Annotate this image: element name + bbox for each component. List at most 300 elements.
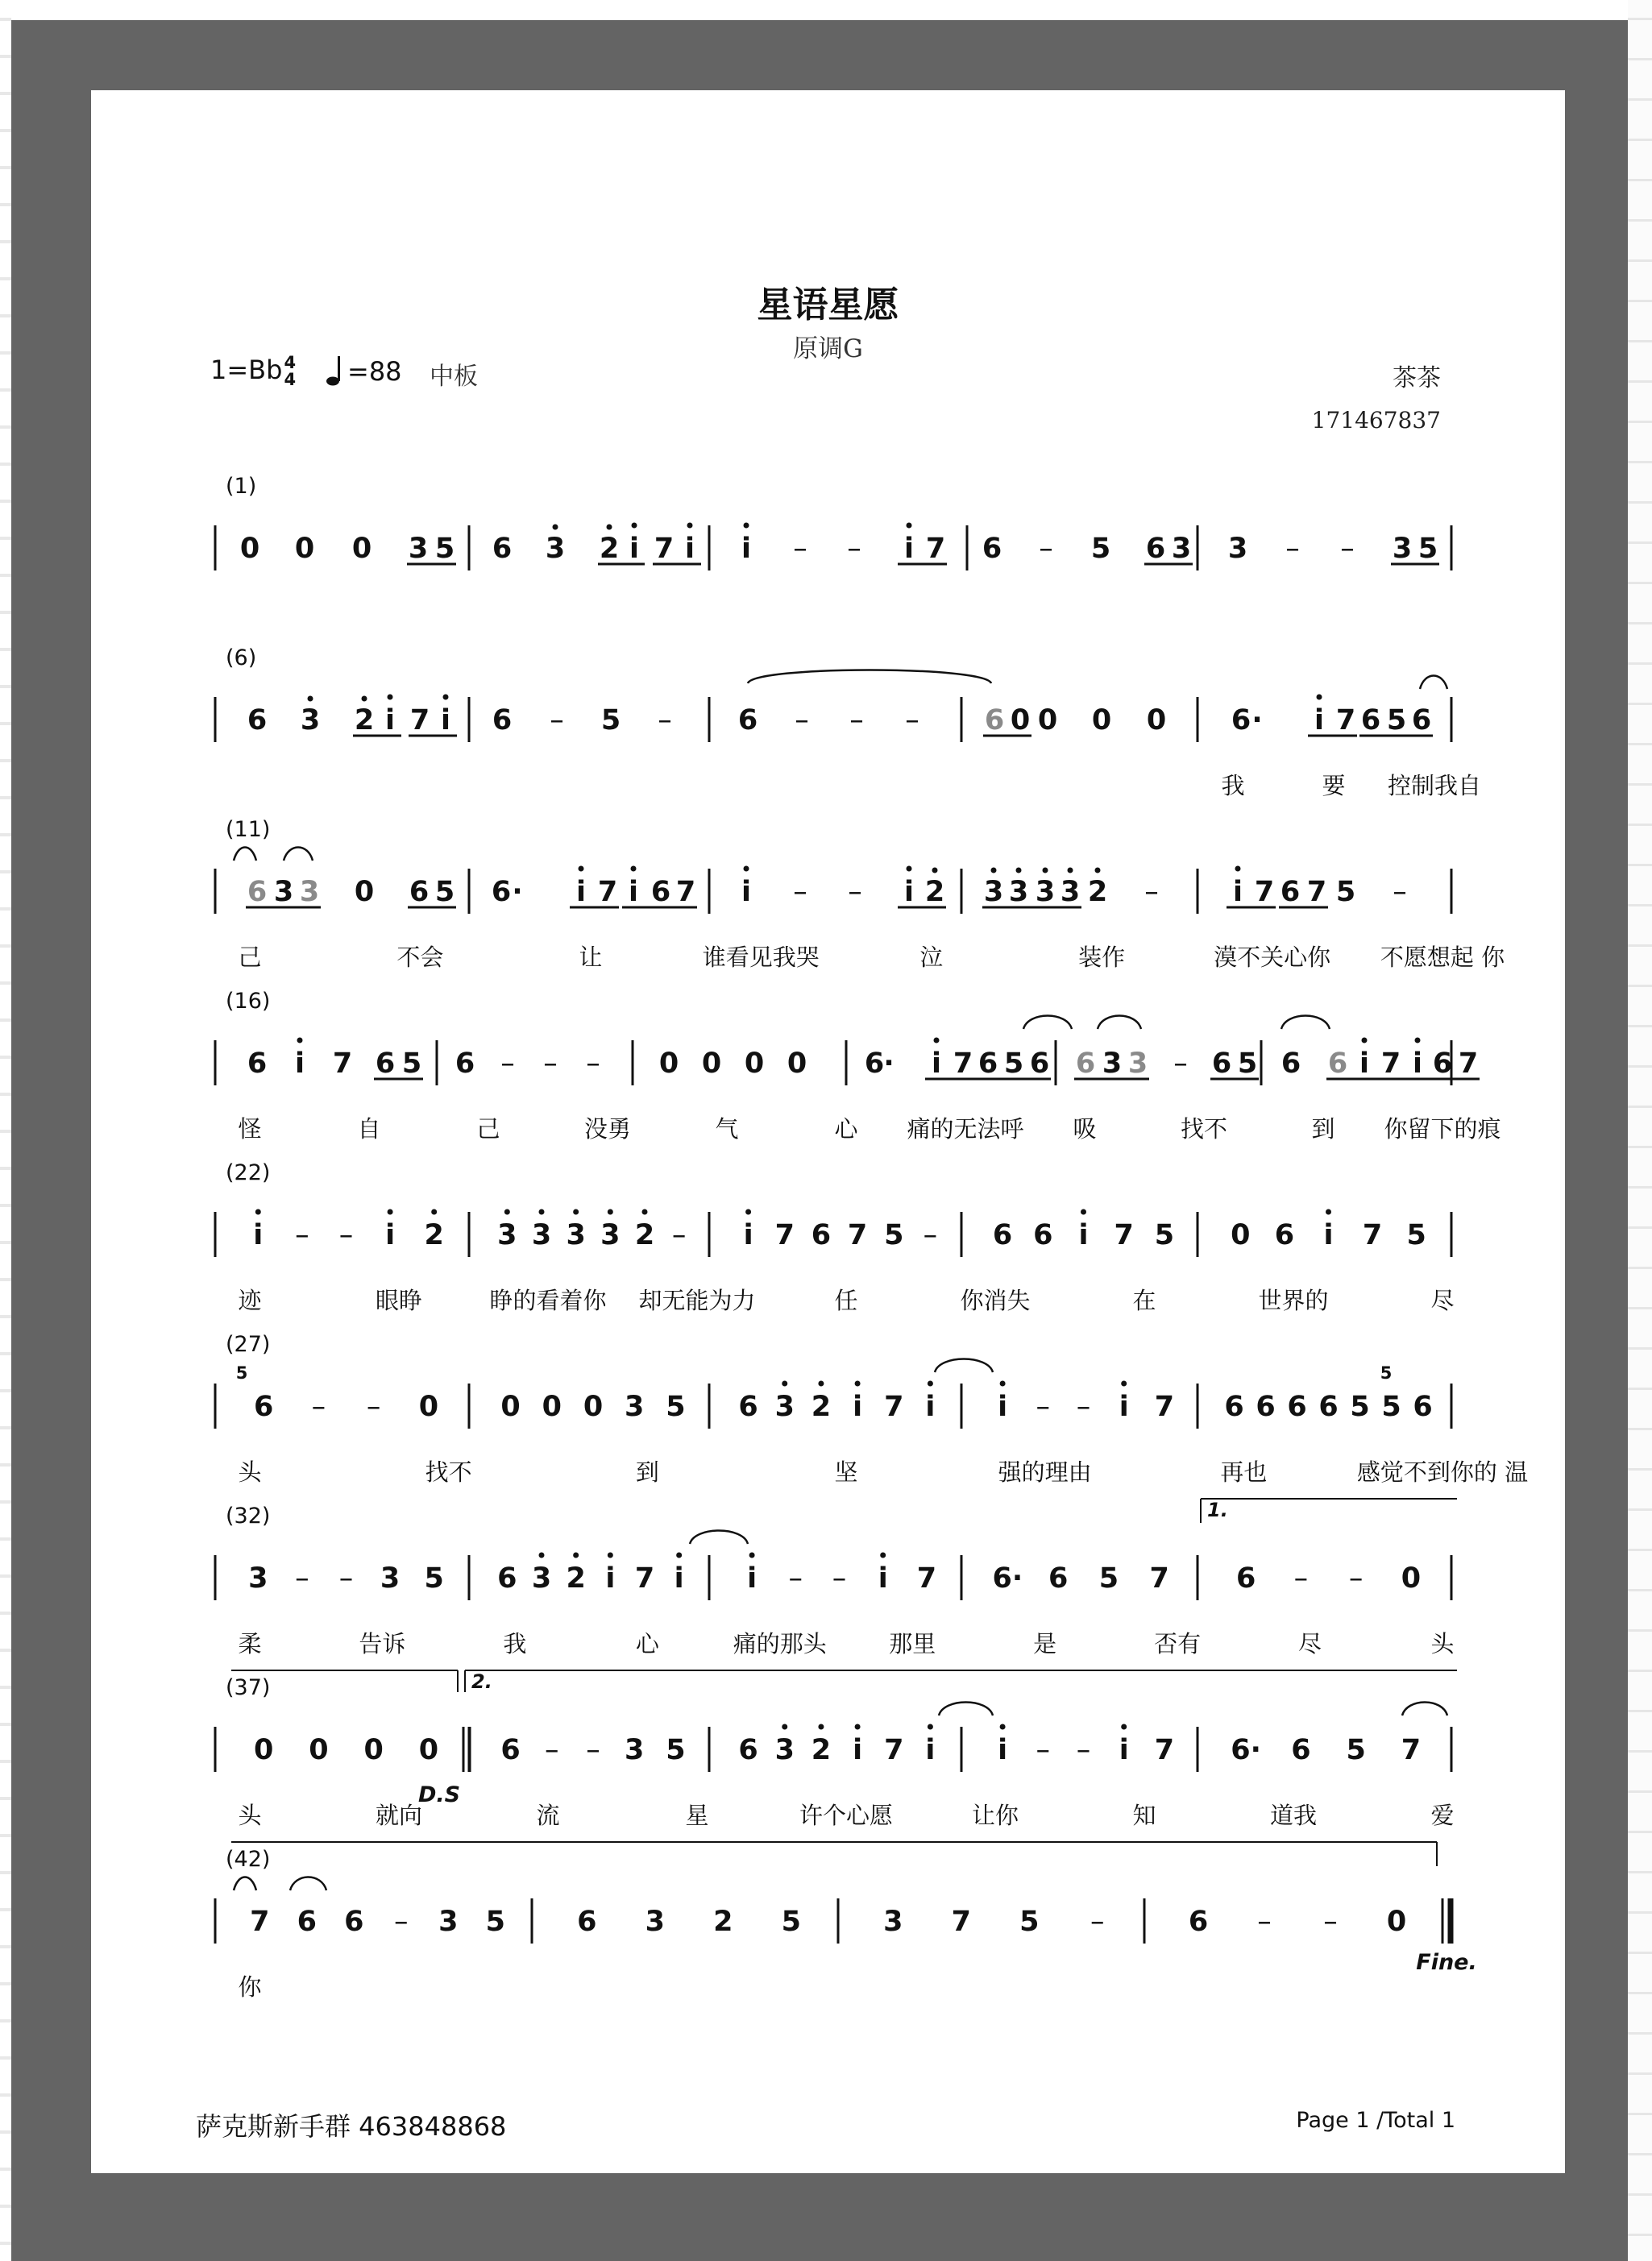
note: 3 xyxy=(1227,533,1248,565)
note: 6 xyxy=(1413,1391,1433,1423)
note: 6 xyxy=(409,876,430,908)
note: 3 xyxy=(545,533,566,565)
note: i xyxy=(1359,1048,1369,1080)
lyric: 吸 xyxy=(1073,1115,1097,1143)
note: i xyxy=(1314,704,1324,736)
note: 6 xyxy=(1280,876,1301,908)
dash-note: – xyxy=(671,1219,687,1251)
note: 6 xyxy=(577,1906,597,1938)
lyric: 任 xyxy=(834,1287,858,1314)
tempo-value: =88 xyxy=(347,356,402,387)
octave-dot xyxy=(1415,1038,1421,1043)
original-key: 原调G xyxy=(793,334,863,363)
dash-note: – xyxy=(905,704,919,736)
note: 2 xyxy=(634,1219,655,1251)
lyric: 眼睁 xyxy=(375,1287,423,1314)
lyric: 我 xyxy=(503,1630,527,1657)
note: 2 xyxy=(1087,876,1108,908)
dash-note: – xyxy=(295,1219,309,1251)
lyric: 道我 xyxy=(1269,1802,1318,1829)
grace-note: 5 xyxy=(1380,1363,1393,1383)
note: 6 xyxy=(1411,704,1432,736)
note: 0 xyxy=(309,1734,329,1766)
octave-dot xyxy=(579,866,584,872)
tie-slur xyxy=(1098,1016,1141,1030)
lyric: 不愿想起 你 xyxy=(1380,944,1505,971)
lyric: 世界的 xyxy=(1258,1287,1329,1314)
tie-slur xyxy=(1281,1016,1330,1030)
note: i xyxy=(1413,1048,1422,1080)
octave-dot xyxy=(782,1381,787,1387)
note: 7 xyxy=(847,1219,868,1251)
dash-note: – xyxy=(793,533,807,565)
note: 0 xyxy=(354,876,375,908)
octave-dot xyxy=(880,1553,886,1558)
note: 5 xyxy=(1019,1906,1040,1938)
note: 5 xyxy=(1335,876,1356,908)
dash-note: – xyxy=(550,704,564,736)
dash-note: – xyxy=(1393,876,1407,908)
note: 6 xyxy=(1327,1048,1348,1080)
note: 3 xyxy=(408,533,429,565)
note: i xyxy=(932,1048,941,1080)
measure-number: (32) xyxy=(226,1504,271,1529)
note: 6 xyxy=(491,876,512,908)
note: 6 xyxy=(738,1734,758,1766)
note: 6 xyxy=(500,1734,521,1766)
octave-dot xyxy=(553,525,558,530)
note: i xyxy=(998,1734,1008,1766)
note: 6 xyxy=(1274,1219,1295,1251)
octave-dot xyxy=(504,1209,510,1215)
note: 7 xyxy=(1458,1048,1479,1080)
note: 6 xyxy=(1291,1734,1311,1766)
note: 7 xyxy=(1380,1048,1401,1080)
note: 7 xyxy=(1362,1219,1383,1251)
note: 2 xyxy=(924,876,945,908)
note: i xyxy=(1119,1391,1129,1423)
dash-note: – xyxy=(832,1562,847,1595)
lyric: 你消失 xyxy=(960,1287,1031,1314)
note: i xyxy=(629,533,639,565)
dash-note: – xyxy=(795,704,809,736)
key-label: 1=Bb xyxy=(210,355,283,385)
octave-dot xyxy=(782,1724,787,1730)
note: 6 xyxy=(1033,1219,1053,1251)
note: 6 xyxy=(992,1219,1013,1251)
note: 5 xyxy=(485,1906,505,1938)
note: 0 xyxy=(363,1734,384,1766)
octave-dot xyxy=(744,866,749,872)
lyric: 找不 xyxy=(1180,1115,1228,1143)
note: 3 xyxy=(531,1219,552,1251)
note: 6 xyxy=(738,1391,758,1423)
note: 7 xyxy=(1149,1562,1169,1595)
note: i xyxy=(295,1048,305,1080)
measure-number: (22) xyxy=(226,1160,271,1185)
note: 7 xyxy=(675,876,696,908)
note: 0 xyxy=(701,1048,722,1080)
note: 3 xyxy=(1171,533,1192,565)
lyric: 否有 xyxy=(1154,1630,1202,1657)
note: 7 xyxy=(951,1906,971,1938)
note: 0 xyxy=(1401,1562,1422,1595)
tie-slur xyxy=(234,848,256,861)
lyric: 你 xyxy=(238,1973,262,2001)
note: 3 xyxy=(566,1219,586,1251)
measure-number: (6) xyxy=(226,645,257,670)
octave-dot xyxy=(388,1209,393,1215)
note: i xyxy=(1323,1219,1334,1251)
lyric: 让你 xyxy=(971,1802,1019,1829)
lyric: 柔 xyxy=(238,1630,262,1657)
dash-note: – xyxy=(1173,1048,1188,1080)
tie-slur xyxy=(1420,676,1447,690)
note: 3 xyxy=(645,1906,665,1938)
lyric: 谁看见我哭 xyxy=(702,944,820,971)
note: 5 xyxy=(1003,1048,1024,1080)
score-title: 星语星愿 xyxy=(757,284,899,326)
dash-note: – xyxy=(1076,1391,1091,1423)
note: 6 xyxy=(455,1048,475,1080)
note: i xyxy=(576,876,586,908)
note: 6 xyxy=(1287,1391,1307,1423)
note: 6 xyxy=(1075,1048,1096,1080)
lyric: 就向 xyxy=(375,1802,423,1829)
note: 6 xyxy=(247,704,268,736)
dash-note: – xyxy=(338,1219,354,1251)
note: 5 xyxy=(666,1734,686,1766)
dash-note: – xyxy=(1348,1562,1364,1595)
note: 7 xyxy=(1154,1391,1175,1423)
note: 7 xyxy=(332,1048,353,1080)
note: 7 xyxy=(1154,1734,1175,1766)
lyric: 尽 xyxy=(1298,1630,1322,1657)
dash-note: – xyxy=(793,876,807,908)
dash-note: – xyxy=(848,876,862,908)
note: i xyxy=(741,876,751,908)
octave-dot xyxy=(1317,695,1322,700)
note: 5 xyxy=(1090,533,1111,565)
footer-group-info: 萨克斯新手群 463848868 xyxy=(196,2111,507,2142)
note: 6 xyxy=(650,876,671,908)
lyric: 气 xyxy=(715,1115,739,1143)
measure-number: (27) xyxy=(226,1332,271,1357)
note: 6 xyxy=(1235,1562,1256,1595)
note: 6 xyxy=(1318,1391,1339,1423)
note: 6 xyxy=(1256,1391,1276,1423)
note: 6 xyxy=(737,704,758,736)
lyric: 尽 xyxy=(1430,1287,1455,1314)
octave-dot xyxy=(1362,1038,1368,1043)
note: 6 xyxy=(982,533,1002,565)
octave-dot xyxy=(1095,868,1101,873)
speed-term: 中板 xyxy=(430,363,478,391)
dash-note: – xyxy=(543,1048,558,1080)
dash-note: – xyxy=(366,1391,381,1423)
octave-dot xyxy=(431,1209,437,1215)
note: i xyxy=(904,533,914,565)
octave-dot xyxy=(855,1724,861,1730)
note: 5 xyxy=(434,876,455,908)
note: 7 xyxy=(634,1562,655,1595)
note: 0 xyxy=(418,1734,439,1766)
note: 3 xyxy=(774,1391,795,1423)
lyric: 爱 xyxy=(1430,1802,1455,1829)
note: 0 xyxy=(1010,704,1031,736)
grace-note: 5 xyxy=(235,1363,248,1383)
author: 茶茶 xyxy=(1393,364,1441,392)
note: 2 xyxy=(354,704,375,736)
note: 0 xyxy=(1386,1906,1407,1938)
dash-note: – xyxy=(1340,533,1355,565)
note: 0 xyxy=(1231,1219,1251,1251)
octave-dot xyxy=(608,1209,613,1215)
note: 5 xyxy=(1154,1219,1175,1251)
measure-number: (37) xyxy=(226,1675,271,1700)
lyric: 许个心愿 xyxy=(799,1802,894,1829)
octave-dot xyxy=(573,1209,579,1215)
note: 7 xyxy=(1254,876,1275,908)
note: 2 xyxy=(599,533,620,565)
note: 2 xyxy=(713,1906,733,1938)
note: 0 xyxy=(239,533,260,565)
octave-dot xyxy=(818,1724,824,1730)
note: 3 xyxy=(497,1219,517,1251)
note: i xyxy=(925,1734,936,1766)
note: i xyxy=(998,1391,1008,1423)
note: 6 xyxy=(497,1562,517,1595)
lyric: 心 xyxy=(834,1115,858,1143)
octave-dot xyxy=(1043,868,1048,873)
note: i xyxy=(385,1219,396,1251)
dash-note: – xyxy=(338,1562,354,1595)
note: i xyxy=(253,1219,264,1251)
lyric: 没勇 xyxy=(583,1115,632,1143)
note: 7 xyxy=(884,1734,904,1766)
dash-note: – xyxy=(311,1391,326,1423)
octave-dot xyxy=(362,696,367,702)
dash-note: – xyxy=(849,704,864,736)
note: 3 xyxy=(273,876,294,908)
note: 0 xyxy=(1146,704,1167,736)
note: 7 xyxy=(774,1219,795,1251)
octave-dot xyxy=(1068,868,1073,873)
octave-dot xyxy=(297,1038,303,1043)
lyric: 不会 xyxy=(396,944,444,971)
note: 7 xyxy=(953,1048,973,1080)
note: i xyxy=(441,704,450,736)
octave-dot xyxy=(818,1381,824,1387)
octave-dot xyxy=(388,695,393,700)
footer-page-info: Page 1 /Total 1 xyxy=(1296,2108,1455,2133)
lyric: 痛的无法呼 xyxy=(907,1115,1024,1143)
lyric: 感觉不到你的 温 xyxy=(1356,1458,1529,1486)
lyric: 找不 xyxy=(425,1458,472,1486)
note: 0 xyxy=(351,533,372,565)
note: 5 xyxy=(666,1391,686,1423)
measure-number: (1) xyxy=(226,474,257,499)
lyric: 迹 xyxy=(238,1287,262,1314)
octave-dot xyxy=(1326,1209,1331,1215)
dash-note: – xyxy=(500,1048,515,1080)
note: 0 xyxy=(294,533,315,565)
lyric: 己 xyxy=(238,944,262,971)
note: · xyxy=(1251,704,1263,736)
octave-dot xyxy=(907,866,912,872)
note: 6 xyxy=(297,1906,317,1938)
octave-dot xyxy=(631,866,637,872)
octave-dot xyxy=(687,523,693,529)
lyric: 流 xyxy=(536,1802,560,1829)
lyric: 告诉 xyxy=(359,1630,406,1657)
note: 6 xyxy=(247,876,268,908)
octave-dot xyxy=(928,1381,933,1387)
octave-dot xyxy=(934,1038,940,1043)
lyric: 要 xyxy=(1322,772,1346,799)
note: 5 xyxy=(434,533,455,565)
note: 0 xyxy=(418,1391,439,1423)
note: 6 xyxy=(1145,533,1166,565)
octave-dot xyxy=(745,1209,751,1215)
long-tie xyxy=(748,670,991,684)
octave-dot xyxy=(573,1553,579,1558)
note: 5 xyxy=(1350,1391,1370,1423)
lyric: 睁的看着你 xyxy=(489,1287,607,1314)
note: 6 xyxy=(1281,1048,1301,1080)
dash-note: – xyxy=(545,1734,559,1766)
lyric: 控制我自 xyxy=(1387,772,1482,799)
note: 6· xyxy=(992,1562,1023,1595)
note: 3 xyxy=(1008,876,1029,908)
note: 5 xyxy=(424,1562,444,1595)
lyric: 让 xyxy=(579,944,603,971)
note: i xyxy=(743,1219,753,1251)
note: 3 xyxy=(380,1562,401,1595)
note: i xyxy=(853,1391,863,1423)
note: i xyxy=(925,1391,936,1423)
note: 3 xyxy=(625,1391,645,1423)
note: i xyxy=(904,876,914,908)
octave-dot xyxy=(443,695,449,700)
lyric: 怪 xyxy=(238,1115,262,1143)
lyric: 星 xyxy=(685,1802,709,1829)
dash-note: – xyxy=(1323,1906,1338,1938)
volta-2-label: 2. xyxy=(471,1670,492,1693)
note: i xyxy=(741,533,751,565)
lyric: 却无能为力 xyxy=(638,1287,756,1314)
note: 6 xyxy=(1211,1048,1232,1080)
lyric: 头 xyxy=(238,1802,262,1829)
note: 0 xyxy=(1091,704,1112,736)
note: 7 xyxy=(925,533,946,565)
dash-note: – xyxy=(1039,533,1053,565)
fine-mark: Fine. xyxy=(1416,1950,1477,1975)
note: 6 xyxy=(375,1048,396,1080)
octave-dot xyxy=(749,1553,755,1558)
dash-note: – xyxy=(586,1734,600,1766)
lyric: 再也 xyxy=(1220,1458,1268,1486)
octave-dot xyxy=(1000,1381,1006,1387)
volta-1-label: 1. xyxy=(1207,1499,1228,1521)
note: · xyxy=(512,876,523,908)
octave-dot xyxy=(255,1209,261,1215)
note: 7 xyxy=(250,1906,270,1938)
note: 5 xyxy=(1346,1734,1366,1766)
measure-number: (11) xyxy=(226,817,271,842)
octave-dot xyxy=(676,1553,682,1558)
tie-slur xyxy=(939,1703,993,1716)
contact-number: 171467837 xyxy=(1311,407,1441,434)
note: 3 xyxy=(1102,1048,1123,1080)
lyric: 坚 xyxy=(834,1458,858,1486)
note: i xyxy=(605,1562,616,1595)
lyric: 头 xyxy=(1430,1630,1455,1657)
tie-slur xyxy=(935,1359,993,1373)
note: 7 xyxy=(1306,876,1327,908)
note: 3 xyxy=(983,876,1004,908)
note: i xyxy=(674,1562,684,1595)
lyric: 你留下的痕 xyxy=(1384,1115,1501,1143)
octave-dot xyxy=(607,525,612,530)
octave-dot xyxy=(539,1209,545,1215)
octave-dot xyxy=(1000,1724,1006,1730)
lyric: 痛的那头 xyxy=(733,1630,827,1657)
note: · xyxy=(883,1048,894,1080)
note: 0 xyxy=(500,1391,521,1423)
octave-dot xyxy=(1081,1209,1086,1215)
note: 3 xyxy=(248,1562,268,1595)
octave-dot xyxy=(1235,866,1241,872)
lyric: 我 xyxy=(1221,772,1245,799)
note: 0 xyxy=(583,1391,604,1423)
octave-dot xyxy=(932,868,938,873)
note: i xyxy=(747,1562,758,1595)
tie-slur xyxy=(1402,1703,1447,1716)
note: i xyxy=(685,533,695,565)
note: 6 xyxy=(1048,1562,1069,1595)
dash-note: – xyxy=(394,1906,409,1938)
tie-slur xyxy=(690,1531,748,1545)
octave-dot xyxy=(642,1209,648,1215)
dash-note: – xyxy=(1036,1734,1051,1766)
lyric: 心 xyxy=(635,1630,659,1657)
note: 5 xyxy=(1381,1391,1401,1423)
dash-note: – xyxy=(1257,1906,1272,1938)
octave-dot xyxy=(928,1724,933,1730)
note: 6 xyxy=(247,1048,268,1080)
note: 2 xyxy=(811,1734,832,1766)
note: 3 xyxy=(438,1906,459,1938)
dash-note: – xyxy=(923,1219,938,1251)
tie-slur xyxy=(284,848,313,861)
lyric: 在 xyxy=(1132,1287,1156,1314)
lyric: 自 xyxy=(357,1115,381,1143)
dash-note: – xyxy=(586,1048,600,1080)
lyric: 装作 xyxy=(1078,944,1126,971)
dash-note: – xyxy=(1076,1734,1091,1766)
dash-note: – xyxy=(1285,533,1300,565)
note: 6 xyxy=(1224,1391,1244,1423)
note: 6· xyxy=(1231,1734,1261,1766)
note: 5 xyxy=(600,704,621,736)
note: 0 xyxy=(1037,704,1058,736)
note: 5 xyxy=(401,1048,422,1080)
time-top: 4 xyxy=(284,353,297,372)
note: 2 xyxy=(424,1219,444,1251)
note: 2 xyxy=(566,1562,586,1595)
note: 5 xyxy=(781,1906,801,1938)
